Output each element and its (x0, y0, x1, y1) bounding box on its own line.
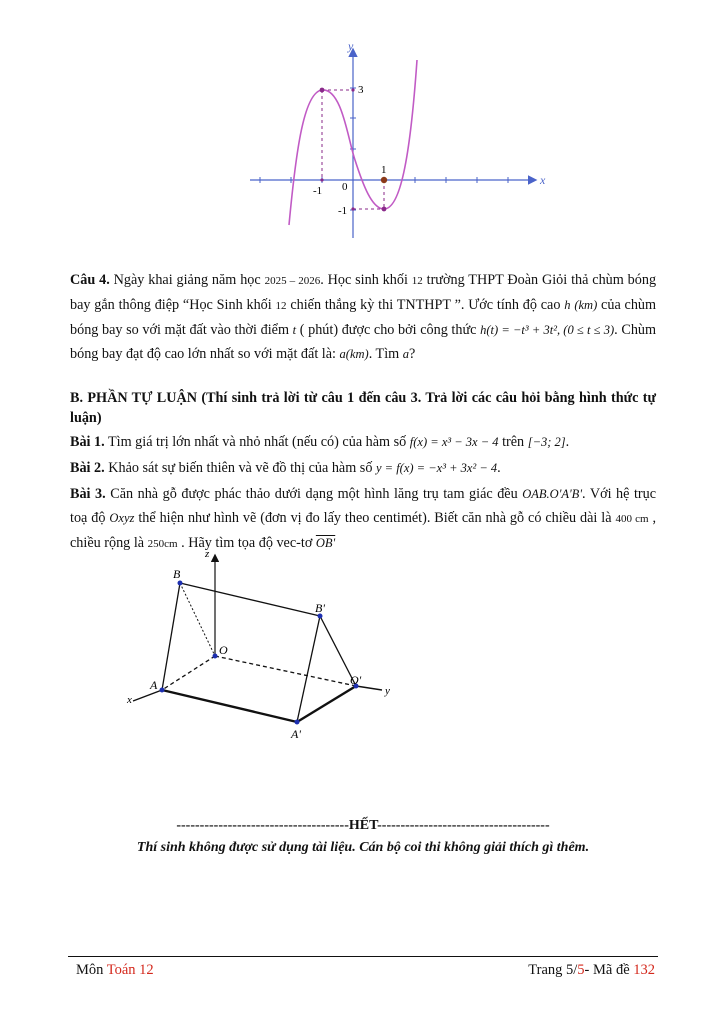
footer-page: Trang 5/5- Mã đề 132 (528, 962, 655, 978)
tick-0: 0 (342, 181, 348, 193)
label-z: z (205, 548, 210, 560)
end-line: -------------------------------------HẾT------------------------------------- (176, 818, 550, 833)
footer-rule (68, 956, 658, 957)
label-O: O (219, 643, 228, 657)
prism-figure (125, 545, 400, 745)
bai-3: Bài 3. Căn nhà gỗ được phác thảo dưới dạng một hình lăng trụ tam giác đều OAB.O'A'B'. Với hệ trục toạ độ Oxyz thể hiện như hình vẽ (đơn vị đo lấy theo centimét). Biết căn nhà gỗ có chiều dài là 400 cm , chiều rộng là 250cm . Hãy tìm tọa độ vec-tơ OB' (70, 486, 657, 551)
label-x: x (127, 694, 132, 706)
question-4: Câu 4. Ngày khai giảng năm học 2025 – 2026. Học sinh khối 12 trường THPT Đoàn Giỏi thả chùm bóng bay gắn thông điệp “Học Sinh khối 12 chiến thắng kỳ thi TNTHPT ”. Ước tính độ cao h (km) của chùm bóng bay so với mặt đất vào thời điểm t ( phút) được cho bởi công thức h(t) = −t³ + 3t², (0 ≤ t ≤ 3). Chùm bóng bay đạt độ cao lớn nhất so với mặt đất là: a(km). Tìm a? (70, 272, 657, 362)
label-y: y (385, 685, 390, 697)
label-B: B (173, 567, 181, 581)
end-note: Thí sinh không được sử dụng tài liệu. Cán bộ coi thi không giải thích gì thêm. (136, 840, 590, 855)
tick-1: 1 (381, 164, 387, 176)
label-A: A (150, 678, 158, 692)
vector-ob1: OB' (315, 536, 336, 550)
bai2-formula: y = f(x) = −x³ + 3x² − 4 (375, 461, 498, 475)
label-A1: A' (291, 727, 301, 741)
q4-formula: h(t) = −t³ + 3t², (0 ≤ t ≤ 3) (480, 323, 615, 337)
bai-2: Bài 2. Khảo sát sự biến thiên và vẽ đồ thị của hàm số y = f(x) = −x³ + 3x² − 4. (70, 460, 501, 476)
label-O1: O' (350, 673, 362, 687)
bai-1: Bài 1. Tìm giá trị lớn nhất và nhỏ nhất (nếu có) của hàm số f(x) = x³ − 3x − 4 trên [−3; 2]. (70, 434, 570, 450)
label-B1: B' (315, 601, 325, 615)
q4-label: Câu 4. (70, 272, 110, 288)
tick-3: 3 (358, 84, 364, 96)
bai1-formula: f(x) = x³ − 3x − 4 (409, 435, 499, 449)
y-axis-label: y (348, 39, 354, 53)
x-axis-label: x (540, 173, 546, 187)
tick-minus1-x: -1 (313, 185, 323, 197)
footer-subject: Môn Toán 12 (76, 962, 154, 978)
part-b-title: B. PHẦN TỰ LUẬN (Thí sinh trả lời từ câu 1 đến câu 3. Trả lời các câu hỏi bằng hình thức tự luận) (70, 390, 656, 426)
cubic-graph (245, 38, 555, 243)
tick-minus1-y: -1 (338, 205, 348, 217)
